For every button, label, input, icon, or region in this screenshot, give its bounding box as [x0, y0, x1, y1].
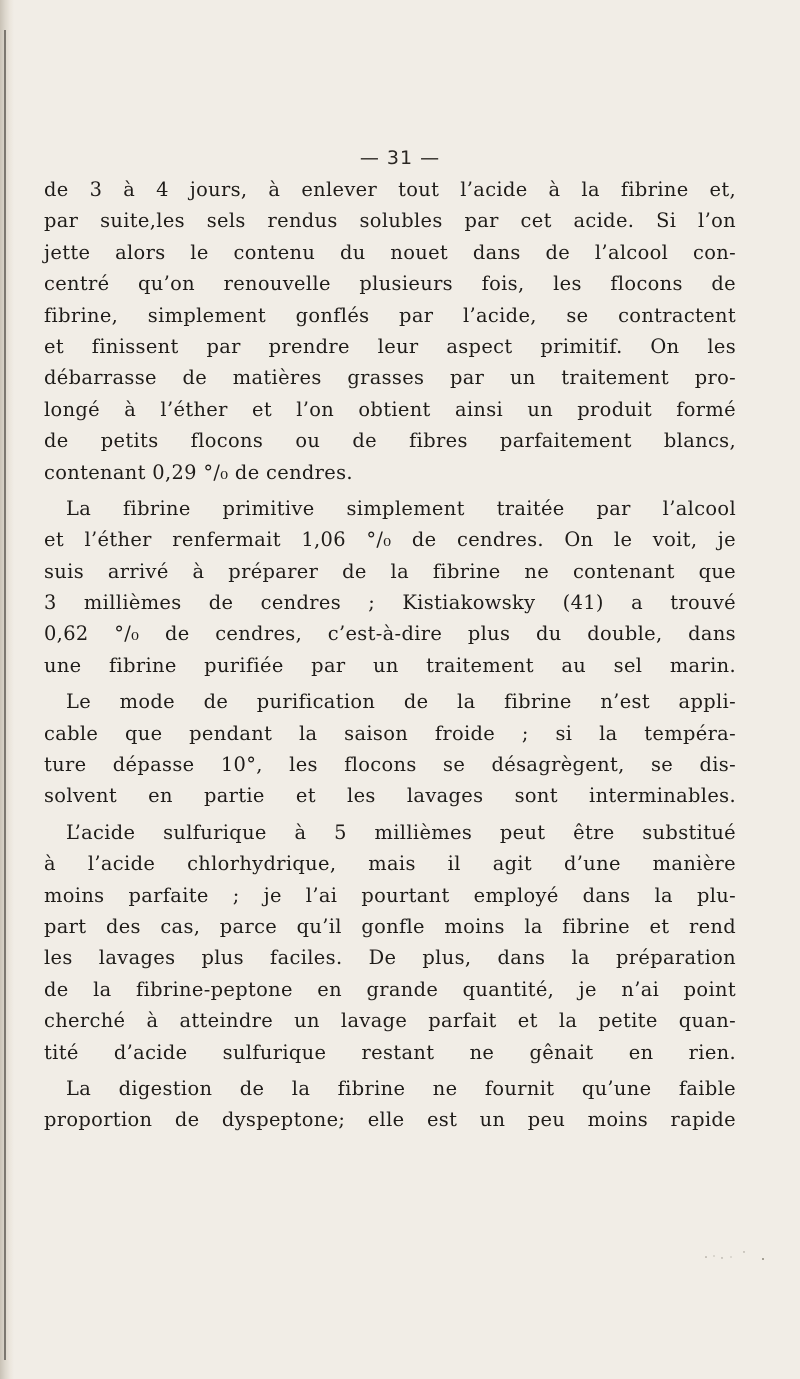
text-line: proportion de dyspeptone; elle est un peu moins rapide: [44, 1108, 736, 1132]
paper-specks: [700, 1248, 770, 1262]
text-line: 0,62 °/₀ de cendres, c’est-à-dire plus du double, dans: [44, 622, 736, 646]
text-line: les lavages plus faciles. De plus, dans la préparation: [44, 946, 736, 970]
text-line: L’acide sulfurique à 5 millièmes peut être substitué: [66, 820, 736, 844]
text-line: à l’acide chlorhydrique, mais il agit d’une manière: [44, 852, 736, 876]
text-line: une fibrine purifiée par un traitement au sel marin.: [44, 653, 736, 677]
text-line: débarrasse de matières grasses par un traitement pro-: [44, 366, 736, 390]
text-line: La fibrine primitive simplement traitée par l’alcool: [66, 496, 736, 520]
text-line: de 3 à 4 jours, à enlever tout l’acide à la fibrine et,: [44, 178, 736, 201]
text-line: et l’éther renfermait 1,06 °/₀ de cendres. On le voit, je: [44, 528, 736, 552]
text-line: par suite,les sels rendus solubles par cet acide. Si l’on: [44, 209, 736, 233]
text-line: part des cas, parce qu’il gonfle moins la fibrine et rend: [44, 914, 736, 938]
text-line: tité d’acide sulfurique restant ne gênait en rien.: [44, 1040, 736, 1064]
text-line: solvent en partie et les lavages sont interminables.: [44, 784, 736, 808]
text-line: cable que pendant la saison froide ; si la tempéra-: [44, 721, 736, 745]
text-line: suis arrivé à préparer de la fibrine ne contenant que: [44, 559, 736, 583]
text-line: fibrine, simplement gonflés par l’acide, se contractent: [44, 303, 736, 327]
page-binding-edge: [0, 0, 14, 1379]
text-line: centré qu’on renouvelle plusieurs fois, les flocons de: [44, 272, 736, 296]
text-line: Le mode de purification de la fibrine n’est appli-: [66, 690, 736, 714]
text-line: La digestion de la fibrine ne fournit qu’une faible: [66, 1076, 736, 1100]
text-line: de la fibrine-peptone en grande quantité, je n’ai point: [44, 977, 736, 1001]
text-line: 3 millièmes de cendres ; Kistiakowsky (41) a trouvé: [44, 591, 736, 615]
text-line: cherché à atteindre un lavage parfait et la petite quan-: [44, 1009, 736, 1033]
text-line: longé à l’éther et l’on obtient ainsi un produit formé: [44, 397, 736, 421]
body-text: [44, 174, 736, 1136]
text-line: contenant 0,29 °/₀ de cendres.: [44, 460, 353, 484]
text-line: jette alors le contenu du nouet dans de l’alcool con-: [44, 240, 736, 264]
binding-shadow-line: [4, 30, 6, 1360]
text-line: ture dépasse 10°, les flocons se désagrègent, se dis-: [44, 753, 736, 777]
text-line: moins parfaite ; je l’ai pourtant employé dans la plu-: [44, 883, 736, 907]
text-line: et finissent par prendre leur aspect primitif. On les: [44, 334, 736, 358]
page-number: — 31 —: [359, 147, 441, 169]
text-line: de petits flocons ou de fibres parfaitement blancs,: [44, 429, 736, 453]
